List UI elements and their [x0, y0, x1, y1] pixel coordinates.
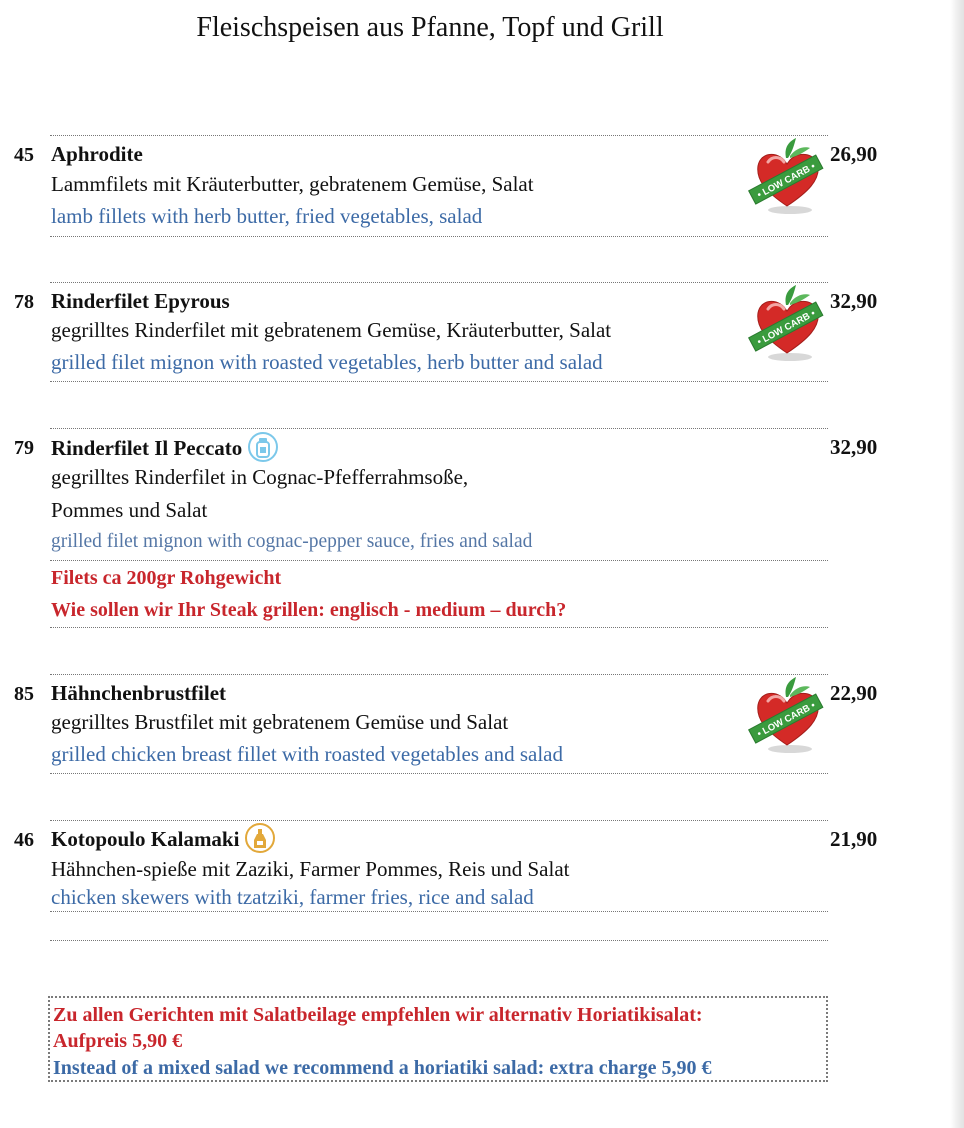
- item-description-german: Hähnchen-spieße mit Zaziki, Farmer Pommes, Reis und Salat: [51, 857, 570, 881]
- oil-bottle-icon: [245, 823, 275, 853]
- item-description-german: gegrilltes Brustfilet mit gebratenem Gemüse und Salat: [51, 710, 509, 734]
- item-description-english: grilled filet mignon with roasted vegetables, herb butter and salad: [51, 350, 603, 374]
- salad-recommendation-german-line2: Aufpreis 5,90 €: [53, 1030, 183, 1052]
- item-name: Kotopoulo Kalamaki: [51, 826, 240, 851]
- divider: [50, 773, 828, 774]
- item-description-english: lamb fillets with herb butter, fried vegetables, salad: [51, 204, 483, 228]
- item-price: 26,90: [830, 142, 878, 166]
- item-description-german-line1: gegrilltes Rinderfilet in Cognac-Pfefferrahmsoße,: [51, 465, 469, 489]
- divider: [50, 674, 828, 675]
- salad-recommendation-english: Instead of a mixed salad we recommend a horiatiki salad: extra charge 5,90 €: [53, 1057, 712, 1079]
- item-price: 32,90: [830, 289, 878, 313]
- page-title: Fleischspeisen aus Pfanne, Topf und Grill: [196, 12, 664, 43]
- divider: [50, 381, 828, 382]
- salad-recommendation-german-line1: Zu allen Gerichten mit Salatbeilage empfehlen wir alternativ Horiatikisalat:: [53, 1004, 703, 1026]
- divider: [50, 940, 828, 941]
- item-description-english: grilled filet mignon with cognac-pepper sauce, fries and salad: [51, 531, 533, 552]
- sauce-bottle-icon: [248, 432, 278, 462]
- item-price: 21,90: [830, 827, 878, 851]
- steak-weight-note: Filets ca 200gr Rohgewicht: [51, 567, 282, 589]
- item-number: 79: [14, 437, 34, 459]
- divider: [50, 428, 828, 429]
- item-name-row: [51, 826, 275, 856]
- item-name: Hähnchenbrustfilet: [51, 681, 227, 705]
- steak-doneness-note: Wie sollen wir Ihr Steak grillen: englisch - medium – durch?: [51, 599, 567, 621]
- low-carb-badge-icon: [746, 136, 828, 218]
- divider: [50, 282, 828, 283]
- svg-text:• LOW CARB •: • LOW CARB •: [755, 307, 818, 348]
- low-carb-badge-icon: [746, 283, 828, 365]
- svg-text:• LOW CARB •: • LOW CARB •: [755, 699, 818, 740]
- item-description-english: chicken skewers with tzatziki, farmer fries, rice and salad: [51, 885, 534, 909]
- item-description-english: grilled chicken breast fillet with roasted vegetables and salad: [51, 742, 563, 766]
- item-price: 22,90: [830, 681, 878, 705]
- item-number: 45: [14, 144, 34, 166]
- page-edge-shadow: [950, 0, 964, 1128]
- item-number: 78: [14, 291, 34, 313]
- item-price: 32,90: [830, 435, 878, 459]
- low-carb-badge-icon: [746, 675, 828, 757]
- divider: [50, 236, 828, 237]
- item-number: 46: [14, 829, 34, 851]
- item-name: Rinderfilet Il Peccato: [51, 435, 243, 460]
- divider: [50, 560, 828, 561]
- item-description-german: gegrilltes Rinderfilet mit gebratenem Gemüse, Kräuterbutter, Salat: [51, 318, 612, 342]
- divider: [50, 135, 828, 136]
- salad-recommendation-box: [48, 996, 828, 1082]
- item-number: 85: [14, 683, 34, 705]
- item-description-german-line2: Pommes und Salat: [51, 498, 208, 522]
- item-name: Aphrodite: [51, 142, 143, 166]
- divider: [50, 820, 828, 821]
- item-name: Rinderfilet Epyrous: [51, 289, 230, 313]
- item-description-german: Lammfilets mit Kräuterbutter, gebratenem Gemüse, Salat: [51, 172, 534, 196]
- svg-text:• LOW CARB •: • LOW CARB •: [755, 160, 818, 201]
- divider: [50, 627, 828, 628]
- divider: [50, 911, 828, 912]
- item-name-row: [51, 435, 278, 465]
